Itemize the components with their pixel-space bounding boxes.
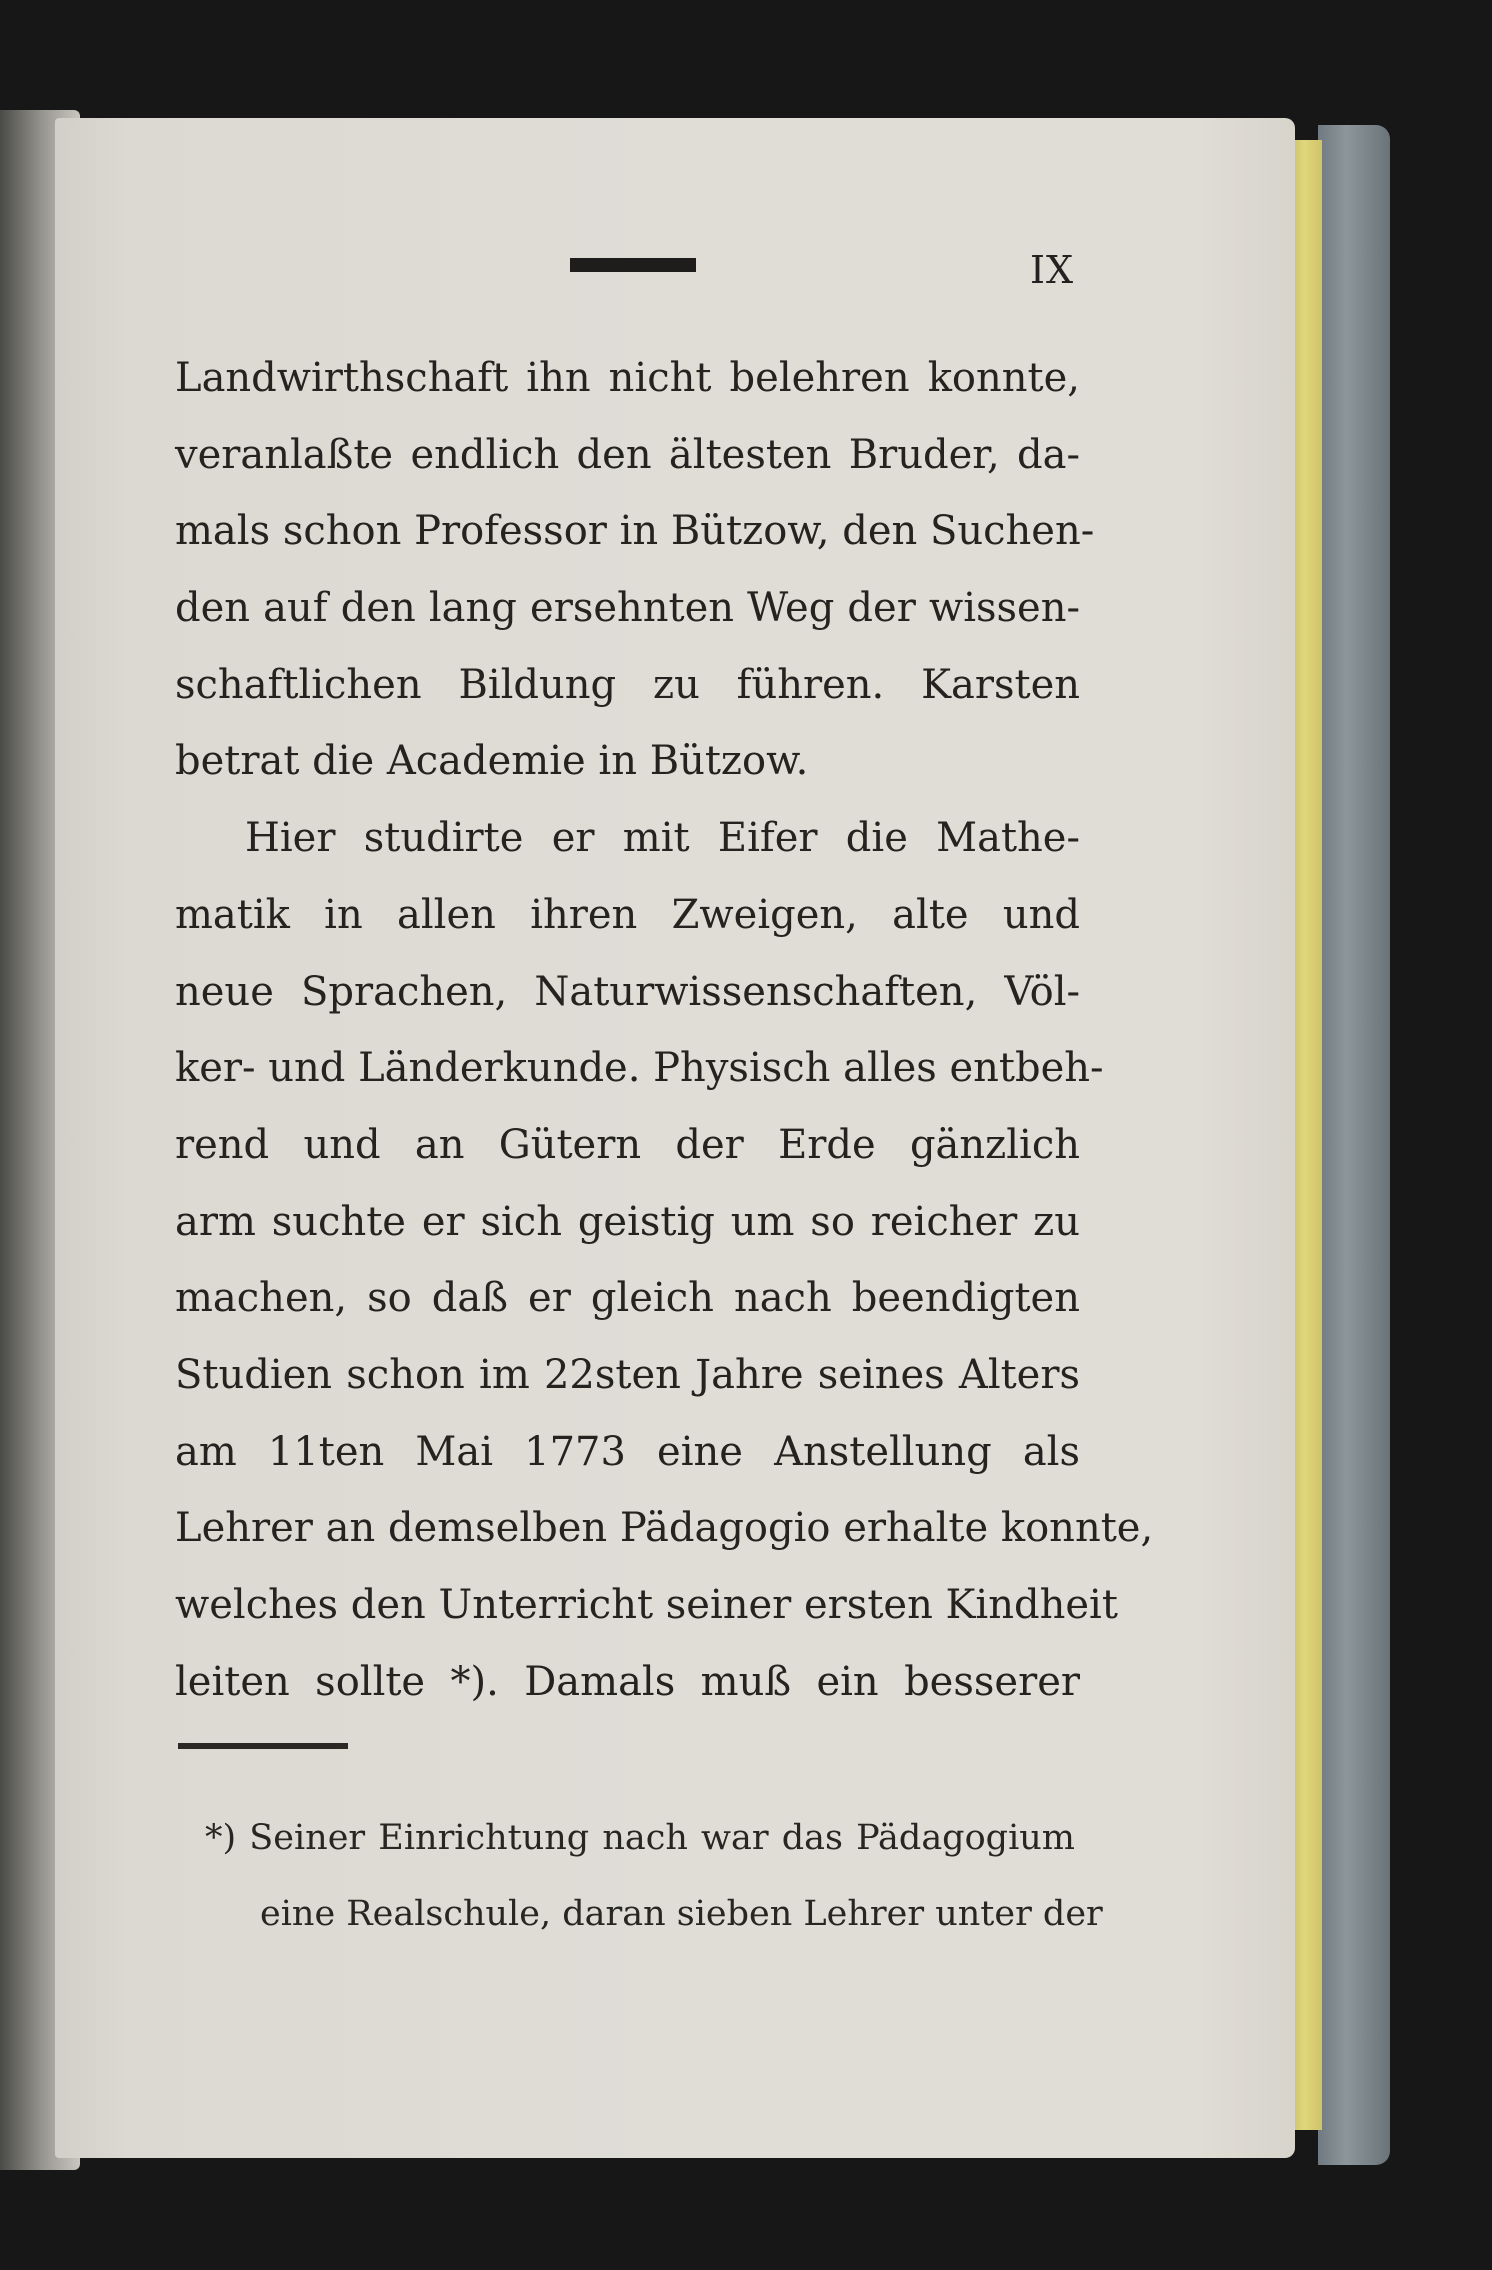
text-line: welches den Unterricht seiner ersten Kindheit [175, 1582, 1118, 1628]
header-ornament-rule [570, 258, 696, 272]
text-line: Lehrer an demselben Pädagogio erhalte konnte, [175, 1505, 1154, 1552]
text-line: ker- und Länderkunde. Physisch alles entbeh- [175, 1045, 1104, 1092]
text-line: mals schon Professor in Bützow, den Suchen- [175, 508, 1095, 555]
text-line: am 11ten Mai 1773 eine Anstellung als [175, 1428, 1080, 1475]
text-line: betrat die Academie in Bützow. [175, 738, 809, 785]
page-number: IX [1030, 248, 1075, 292]
text-line: machen, so daß er gleich nach beendigten [175, 1275, 1080, 1322]
text-line: Landwirthschaft ihn nicht belehren konnte, [175, 355, 1080, 401]
text-line: Hier studirte er mit Eifer die Mathe- [245, 815, 1080, 862]
text-line: neue Sprachen, Naturwissenschaften, Völ- [175, 968, 1080, 1015]
body-text [175, 340, 1154, 1720]
text-line: schaftlichen Bildung zu führen. Karsten [175, 661, 1080, 708]
text-line: matik in allen ihren Zweigen, alte und [175, 891, 1080, 938]
text-line: rend und an Gütern der Erde gänzlich [175, 1121, 1080, 1168]
text-line: leiten sollte *). Damals muß ein besserer [175, 1658, 1080, 1705]
footnote-rule [178, 1743, 348, 1749]
text-line: Studien schon im 22sten Jahre seines Alters [175, 1351, 1080, 1398]
text-line: veranlaßte endlich den ältesten Bruder, da- [175, 431, 1080, 478]
footnote [205, 1800, 1103, 1952]
text-line: den auf den lang ersehnten Weg der wissen- [175, 585, 1080, 632]
book-cover-edge [1318, 125, 1390, 2165]
text-line: arm suchte er sich geistig um so reicher zu [175, 1198, 1080, 1245]
footnote-line: *) Seiner Einrichtung nach war das Pädagogium [205, 1818, 1075, 1858]
footnote-line: eine Realschule, daran sieben Lehrer unter der [260, 1894, 1103, 1934]
